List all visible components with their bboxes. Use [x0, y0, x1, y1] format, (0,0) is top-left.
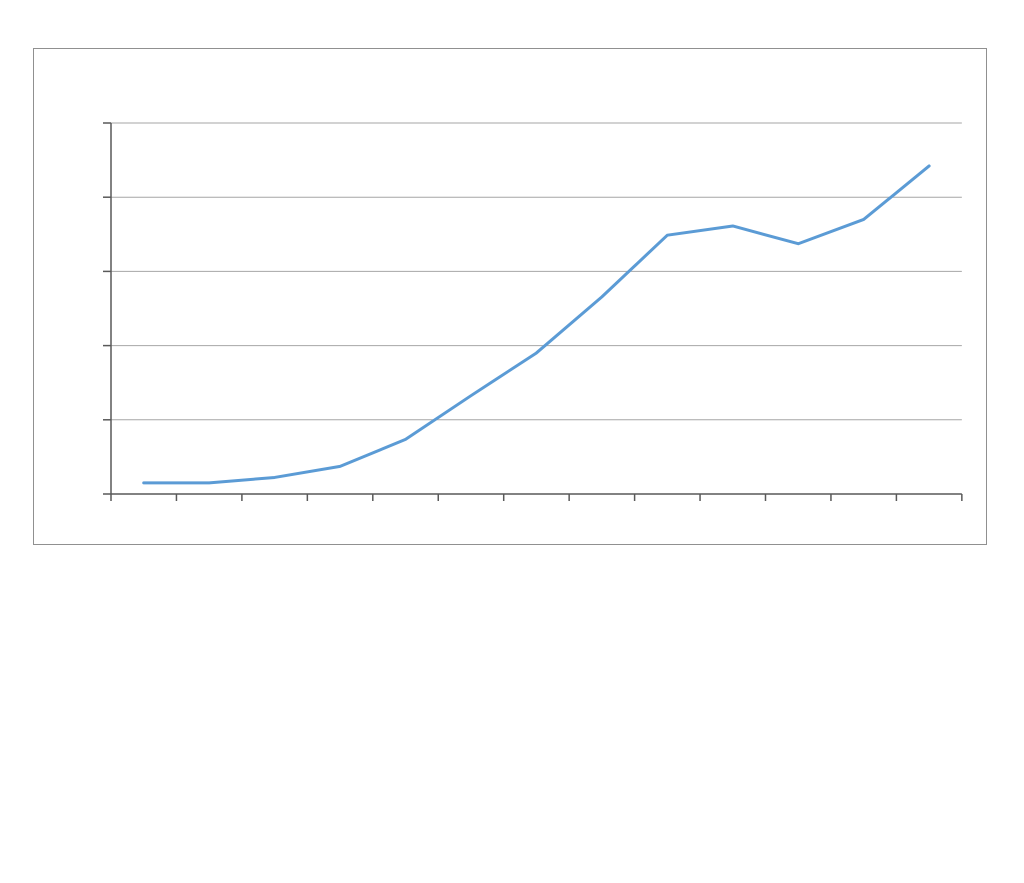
- line-chart: [33, 48, 987, 545]
- chart-canvas: [34, 49, 986, 544]
- series-vietnam-line: [144, 166, 929, 483]
